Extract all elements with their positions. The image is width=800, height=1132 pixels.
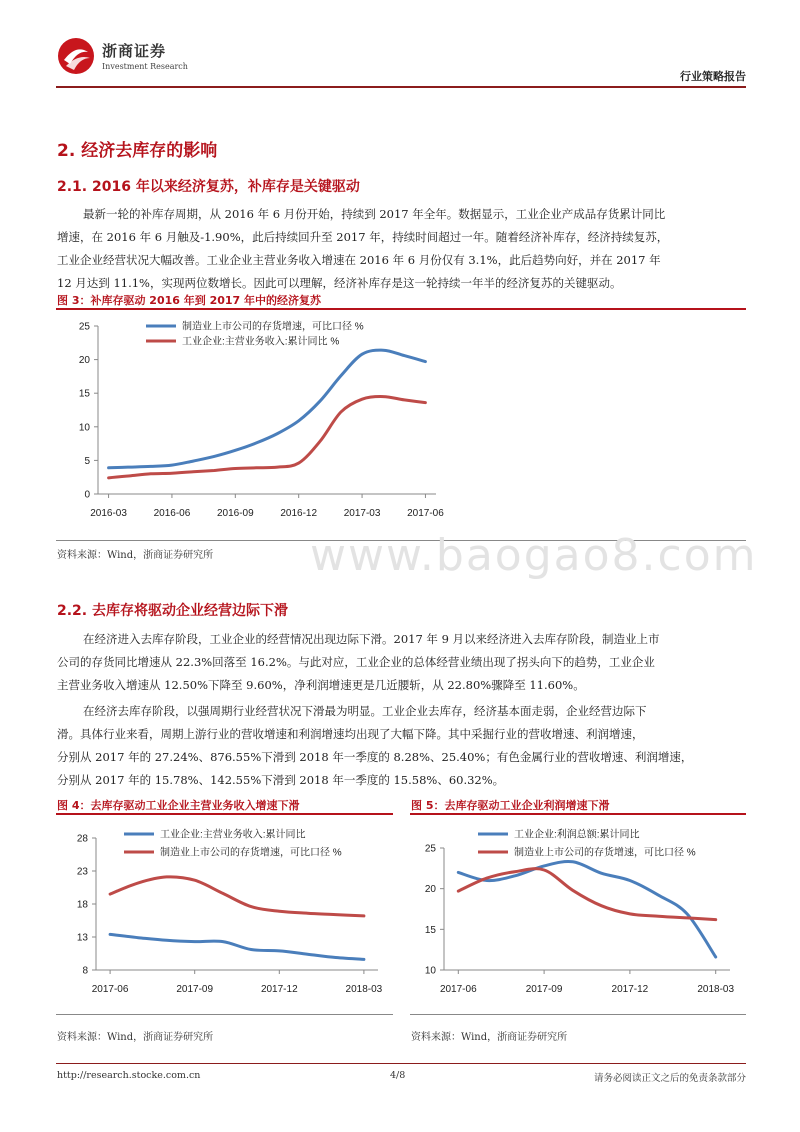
paragraph-line: 最新一轮的补库存周期，从 2016 年 6 月份开始，持续到 2017 年全年。数据显示，工业企业产成品存货累计同比	[83, 207, 666, 221]
y-tick-label: 10	[78, 422, 90, 434]
legend-label: 制造业上市公司的存货增速，可比口径 %	[514, 847, 696, 859]
x-tick-label: 2017-06	[407, 508, 444, 519]
figure-4-rule	[56, 813, 393, 815]
paragraph-line: 分别从 2017 年的 15.78%、142.55%下滑到 2018 年一季度的 15.58%、60.32%。	[57, 773, 505, 787]
footer-url-link[interactable]: http://research.stocke.com.cn	[57, 1070, 201, 1081]
company-name-cn: 浙商证券	[102, 42, 167, 60]
footer-divider	[56, 1063, 746, 1064]
paragraph-line: 分别从 2017 年的 27.24%、876.55%下滑到 2018 年一季度的 8.28%、25.40%；有色金属行业的营收增速、利润增速，	[57, 750, 693, 764]
legend-label: 工业企业:利润总额:累计同比	[514, 829, 640, 841]
x-tick-label: 2017-12	[260, 984, 298, 995]
header-divider	[56, 86, 746, 88]
figure-5-bottom-rule	[410, 1014, 746, 1015]
y-tick-label: 0	[84, 489, 90, 501]
y-tick-label: 10	[424, 965, 436, 977]
x-tick-label: 2017-09	[176, 984, 214, 995]
x-tick-label: 2016-03	[90, 508, 127, 519]
paragraph-2-1	[57, 203, 747, 295]
figure-5-source: 资料来源：Wind，浙商证券研究所	[411, 1032, 568, 1043]
company-logo-icon	[56, 36, 96, 76]
x-tick-label: 2018-03	[697, 984, 735, 995]
paragraph-line: 公司的存货同比增速从 22.3%回落至 16.2%。与此对应，工业企业的总体经营业绩出现了拐头向下的趋势，工业企业	[57, 655, 655, 669]
y-tick-label: 8	[82, 965, 88, 977]
page-header	[56, 36, 746, 86]
figure-3-source: 资料来源：Wind，浙商证券研究所	[57, 550, 214, 561]
y-tick-label: 20	[78, 355, 90, 367]
legend-label: 工业企业:主营业务收入:累计同比	[160, 829, 306, 841]
figure-4-title: 图 4：去库存驱动工业企业主营业务收入增速下滑	[57, 799, 300, 812]
x-tick-label: 2017-06	[91, 984, 129, 995]
subsection-title-2-1: 2.1. 2016 年以来经济复苏，补库存是关键驱动	[57, 179, 360, 195]
report-type-label: 行业策略报告	[680, 70, 746, 83]
paragraph-line: 在经济去库存阶段，以强周期行业经营状况下滑最为明显。工业企业去库存，经济基本面走弱，企业经营边际下	[83, 704, 647, 718]
paragraph-line: 主营业务收入增速从 12.50%下降至 9.60%，净利润增速更是几近腰斩，从 22.80%骤降至 11.60%。	[57, 678, 585, 692]
x-tick-label: 2018-03	[345, 984, 383, 995]
y-tick-label: 25	[424, 843, 436, 855]
y-tick-label: 23	[76, 866, 88, 878]
x-tick-label: 2017-12	[611, 984, 649, 995]
section-title: 2. 经济去库存的影响	[57, 141, 218, 161]
paragraph-line: 在经济进入去库存阶段，工业企业的经营情况出现边际下滑。2017 年 9 月以来经济进入去库存阶段，制造业上市	[83, 632, 660, 646]
page-number: 4/8	[390, 1070, 406, 1081]
figure-4-chart	[56, 818, 396, 1004]
y-tick-label: 25	[78, 321, 90, 333]
y-tick-label: 20	[424, 884, 436, 896]
legend-label: 制造业上市公司的存货增速，可比口径 %	[182, 321, 364, 333]
subsection-title-2-2: 2.2. 去库存将驱动企业经营边际下滑	[57, 603, 288, 619]
watermark: www.baogao8.com	[310, 530, 758, 581]
paragraph-line: 增速，在 2016 年 6 月触及-1.90%，此后持续回升至 2017 年，持续时间超过一年。随着经济补库存，经济持续复苏，	[57, 230, 669, 244]
y-tick-label: 13	[76, 932, 88, 944]
paragraph-line: 12 月达到 11.1%，实现两位数增长。因此可以理解，经济补库存是这一轮持续一年半的经济复苏的关键驱动。	[57, 276, 622, 290]
series-line	[458, 869, 715, 920]
x-tick-label: 2017-09	[525, 984, 563, 995]
series-line	[110, 934, 364, 959]
y-tick-label: 15	[78, 388, 90, 400]
y-tick-label: 5	[84, 455, 90, 467]
company-name-en: Investment Research	[102, 62, 188, 71]
y-tick-label: 15	[424, 924, 436, 936]
figure-5-title: 图 5：去库存驱动工业企业利润增速下滑	[411, 799, 610, 812]
paragraph-line: 滑。具体行业来看，周期上游行业的营收增速和利润增速均出现了大幅下降。其中采掘行业的营收增速、利润增速，	[57, 727, 644, 741]
legend-label: 制造业上市公司的存货增速，可比口径 %	[160, 847, 342, 859]
x-tick-label: 2016-06	[153, 508, 191, 519]
footer-disclaimer: 请务必阅读正文之后的免责条款部分	[593, 1073, 746, 1084]
x-tick-label: 2016-09	[216, 508, 254, 519]
paragraph-2-2-a	[57, 628, 747, 697]
x-tick-label: 2017-03	[343, 508, 381, 519]
figure-4-bottom-rule	[56, 1014, 393, 1015]
figure-5-rule	[410, 813, 746, 815]
legend-label: 工业企业:主营业务收入:累计同比 %	[182, 336, 340, 348]
figure-5-chart	[410, 818, 746, 1004]
series-line	[109, 350, 426, 468]
x-tick-label: 2017-06	[439, 984, 477, 995]
y-tick-label: 28	[76, 833, 88, 845]
figure-3-title: 图 3：补库存驱动 2016 年到 2017 年中的经济复苏	[57, 294, 322, 307]
figure-3-chart	[56, 310, 456, 532]
y-tick-label: 18	[76, 899, 88, 911]
figure-4-source: 资料来源：Wind，浙商证券研究所	[57, 1032, 214, 1043]
series-line	[110, 877, 364, 916]
paragraph-line: 工业企业经营状况大幅改善。工业企业主营业务收入增速在 2016 年 6 月份仅有 3.1%，此后趋势向好，并在 2017 年	[57, 253, 661, 267]
paragraph-2-2-b	[57, 700, 747, 792]
x-tick-label: 2016-12	[280, 508, 318, 519]
